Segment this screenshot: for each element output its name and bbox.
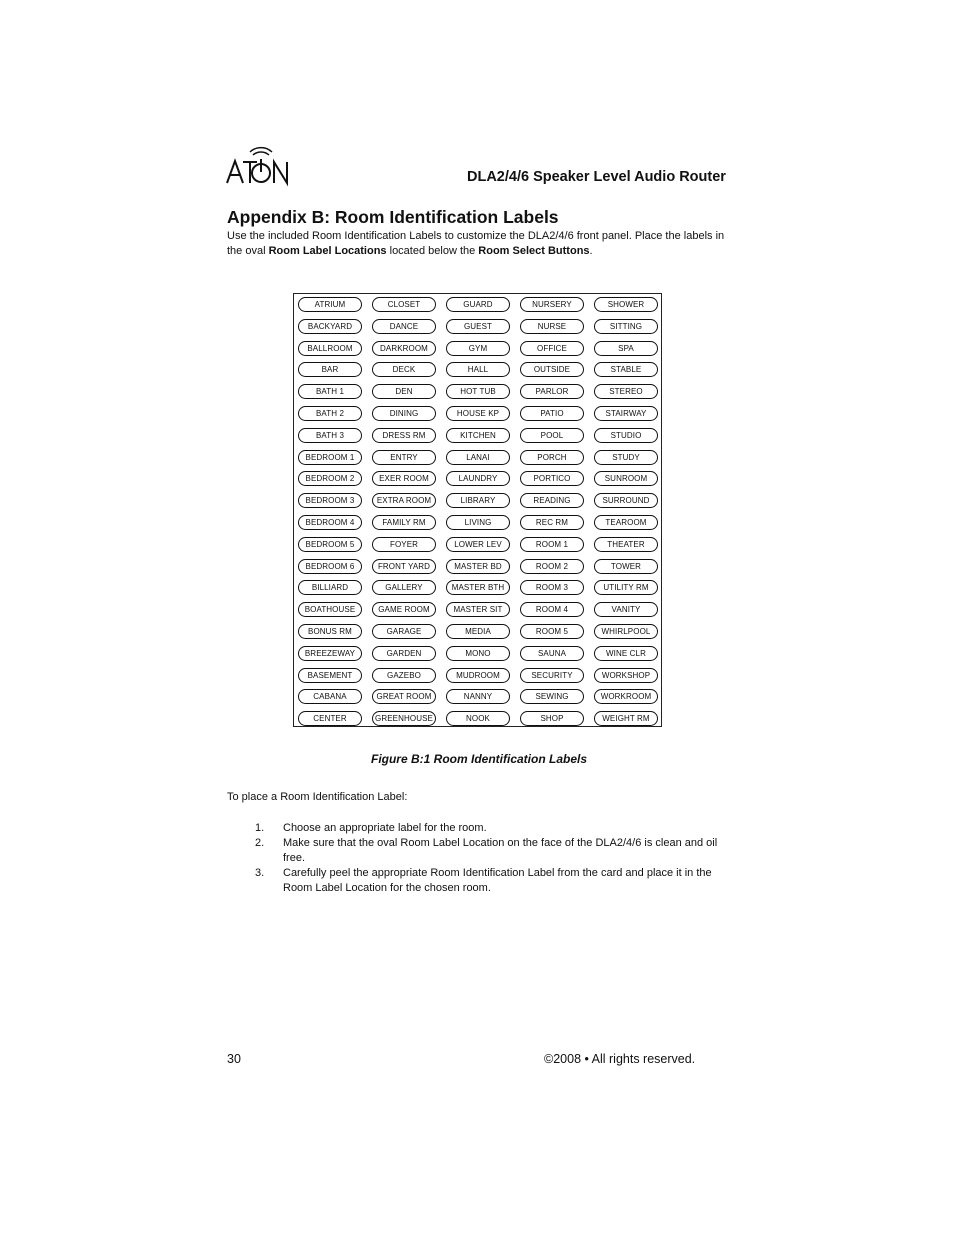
room-label: BATH 1	[298, 384, 362, 399]
aton-logo	[224, 146, 296, 190]
room-label: SEWING	[520, 689, 584, 704]
room-label: SAUNA	[520, 646, 584, 661]
instruction-step	[227, 821, 737, 836]
room-label: DANCE	[372, 319, 436, 334]
room-label: EXER ROOM	[372, 471, 436, 486]
room-label: GREENHOUSE	[372, 711, 436, 726]
room-label: MASTER BTH	[446, 580, 510, 595]
room-label: SPA	[594, 341, 658, 356]
room-label: WORKROOM	[594, 689, 658, 704]
room-label: HALL	[446, 362, 510, 377]
step-text: Choose an appropriate label for the room.	[283, 822, 487, 834]
figure-caption: Figure B:1 Room Identification Labels	[370, 752, 588, 766]
room-label: FOYER	[372, 537, 436, 552]
room-label: MUDROOM	[446, 668, 510, 683]
room-label: READING	[520, 493, 584, 508]
intro-text-2: located below the	[386, 245, 479, 257]
room-label: SECURITY	[520, 668, 584, 683]
room-label: PORTICO	[520, 471, 584, 486]
step-text: Make sure that the oval Room Label Location on the face of the DLA2/4/6 is clean and oil free.	[283, 837, 718, 864]
appendix-title: Appendix B: Room Identification Labels	[227, 207, 559, 227]
room-label: ENTRY	[372, 450, 436, 465]
room-label: GUEST	[446, 319, 510, 334]
room-label: FRONT YARD	[372, 559, 436, 574]
room-label: DARKROOM	[372, 341, 436, 356]
room-label: STABLE	[594, 362, 658, 377]
room-label: WEIGHT RM	[594, 711, 658, 726]
room-label: BEDROOM 5	[298, 537, 362, 552]
instructions-intro: To place a Room Identification Label:	[227, 791, 408, 803]
room-label: ROOM 3	[520, 580, 584, 595]
room-label: SUNROOM	[594, 471, 658, 486]
room-label: BEDROOM 2	[298, 471, 362, 486]
room-label: STUDIO	[594, 428, 658, 443]
copyright-notice: ©2008 • All rights reserved.	[544, 1052, 696, 1066]
room-label: MASTER SIT	[446, 602, 510, 617]
room-label: WINE CLR	[594, 646, 658, 661]
room-label: BEDROOM 1	[298, 450, 362, 465]
room-label: GAME ROOM	[372, 602, 436, 617]
instruction-step	[227, 866, 737, 896]
step-number: 3.	[255, 867, 265, 879]
room-label: POOL	[520, 428, 584, 443]
room-label: KITCHEN	[446, 428, 510, 443]
intro-bold-room-label-locations: Room Label Locations	[268, 245, 387, 257]
instruction-steps	[227, 821, 737, 896]
room-label: TOWER	[594, 559, 658, 574]
room-label: DRESS RM	[372, 428, 436, 443]
step-text: Carefully peel the appropriate Room Identification Label from the card and place it in the Room Label Location for the chosen room.	[283, 867, 712, 894]
room-label: ROOM 4	[520, 602, 584, 617]
room-label: EXTRA ROOM	[372, 493, 436, 508]
room-label: CABANA	[298, 689, 362, 704]
room-label: WHIRLPOOL	[594, 624, 658, 639]
room-label: LANAI	[446, 450, 510, 465]
room-label: BEDROOM 6	[298, 559, 362, 574]
room-label: REC RM	[520, 515, 584, 530]
room-label: GYM	[446, 341, 510, 356]
room-label: HOUSE KP	[446, 406, 510, 421]
intro-text-3: .	[589, 245, 593, 257]
room-label: MEDIA	[446, 624, 510, 639]
room-label: BACKYARD	[298, 319, 362, 334]
room-label: GUARD	[446, 297, 510, 312]
room-label: SHOP	[520, 711, 584, 726]
room-label-card	[293, 293, 662, 727]
room-label: BILLIARD	[298, 580, 362, 595]
room-label: SHOWER	[594, 297, 658, 312]
room-label: BOATHOUSE	[298, 602, 362, 617]
room-label: PORCH	[520, 450, 584, 465]
room-label: STAIRWAY	[594, 406, 658, 421]
room-label: ROOM 1	[520, 537, 584, 552]
room-label: BALLROOM	[298, 341, 362, 356]
instruction-step	[227, 836, 737, 866]
document-header-title: DLA2/4/6 Speaker Level Audio Router	[467, 169, 726, 185]
room-label: PARLOR	[520, 384, 584, 399]
room-label: DEN	[372, 384, 436, 399]
room-label: GALLERY	[372, 580, 436, 595]
room-label: WORKSHOP	[594, 668, 658, 683]
room-label: GARAGE	[372, 624, 436, 639]
room-label: BEDROOM 4	[298, 515, 362, 530]
room-label: ATRIUM	[298, 297, 362, 312]
step-number: 2.	[255, 837, 265, 849]
room-label: ROOM 5	[520, 624, 584, 639]
room-label: BEDROOM 3	[298, 493, 362, 508]
room-label: BONUS RM	[298, 624, 362, 639]
room-label: LAUNDRY	[446, 471, 510, 486]
room-label: OUTSIDE	[520, 362, 584, 377]
room-label: UTILITY RM	[594, 580, 658, 595]
room-label: BAR	[298, 362, 362, 377]
room-label: BATH 2	[298, 406, 362, 421]
room-label: HOT TUB	[446, 384, 510, 399]
room-label: VANITY	[594, 602, 658, 617]
room-label: GREAT ROOM	[372, 689, 436, 704]
room-label: ROOM 2	[520, 559, 584, 574]
room-label: MASTER BD	[446, 559, 510, 574]
room-label: CLOSET	[372, 297, 436, 312]
room-label: DECK	[372, 362, 436, 377]
room-label: LIBRARY	[446, 493, 510, 508]
room-label: FAMILY RM	[372, 515, 436, 530]
room-label: DINING	[372, 406, 436, 421]
room-label: NURSERY	[520, 297, 584, 312]
step-number: 1.	[255, 822, 265, 834]
page-number: 30	[227, 1052, 241, 1066]
room-label: GARDEN	[372, 646, 436, 661]
room-label: TEAROOM	[594, 515, 658, 530]
room-label: LOWER LEV	[446, 537, 510, 552]
room-label: STUDY	[594, 450, 658, 465]
intro-bold-room-select-buttons: Room Select Buttons	[478, 245, 590, 257]
room-label: BASEMENT	[298, 668, 362, 683]
room-label: THEATER	[594, 537, 658, 552]
room-label: BREEZEWAY	[298, 646, 362, 661]
room-label: CENTER	[298, 711, 362, 726]
room-label: GAZEBO	[372, 668, 436, 683]
intro-paragraph	[227, 229, 727, 259]
room-label: NOOK	[446, 711, 510, 726]
room-label: BATH 3	[298, 428, 362, 443]
room-label: OFFICE	[520, 341, 584, 356]
room-label: STEREO	[594, 384, 658, 399]
intro-text-1: Use the included Room Identification Labels to customize the DLA2/4/6 front panel. Place the labels in the oval	[227, 230, 725, 257]
room-label: PATIO	[520, 406, 584, 421]
room-label: NANNY	[446, 689, 510, 704]
room-label: MONO	[446, 646, 510, 661]
room-label: LIVING	[446, 515, 510, 530]
room-label: SITTING	[594, 319, 658, 334]
room-label: SURROUND	[594, 493, 658, 508]
room-label: NURSE	[520, 319, 584, 334]
